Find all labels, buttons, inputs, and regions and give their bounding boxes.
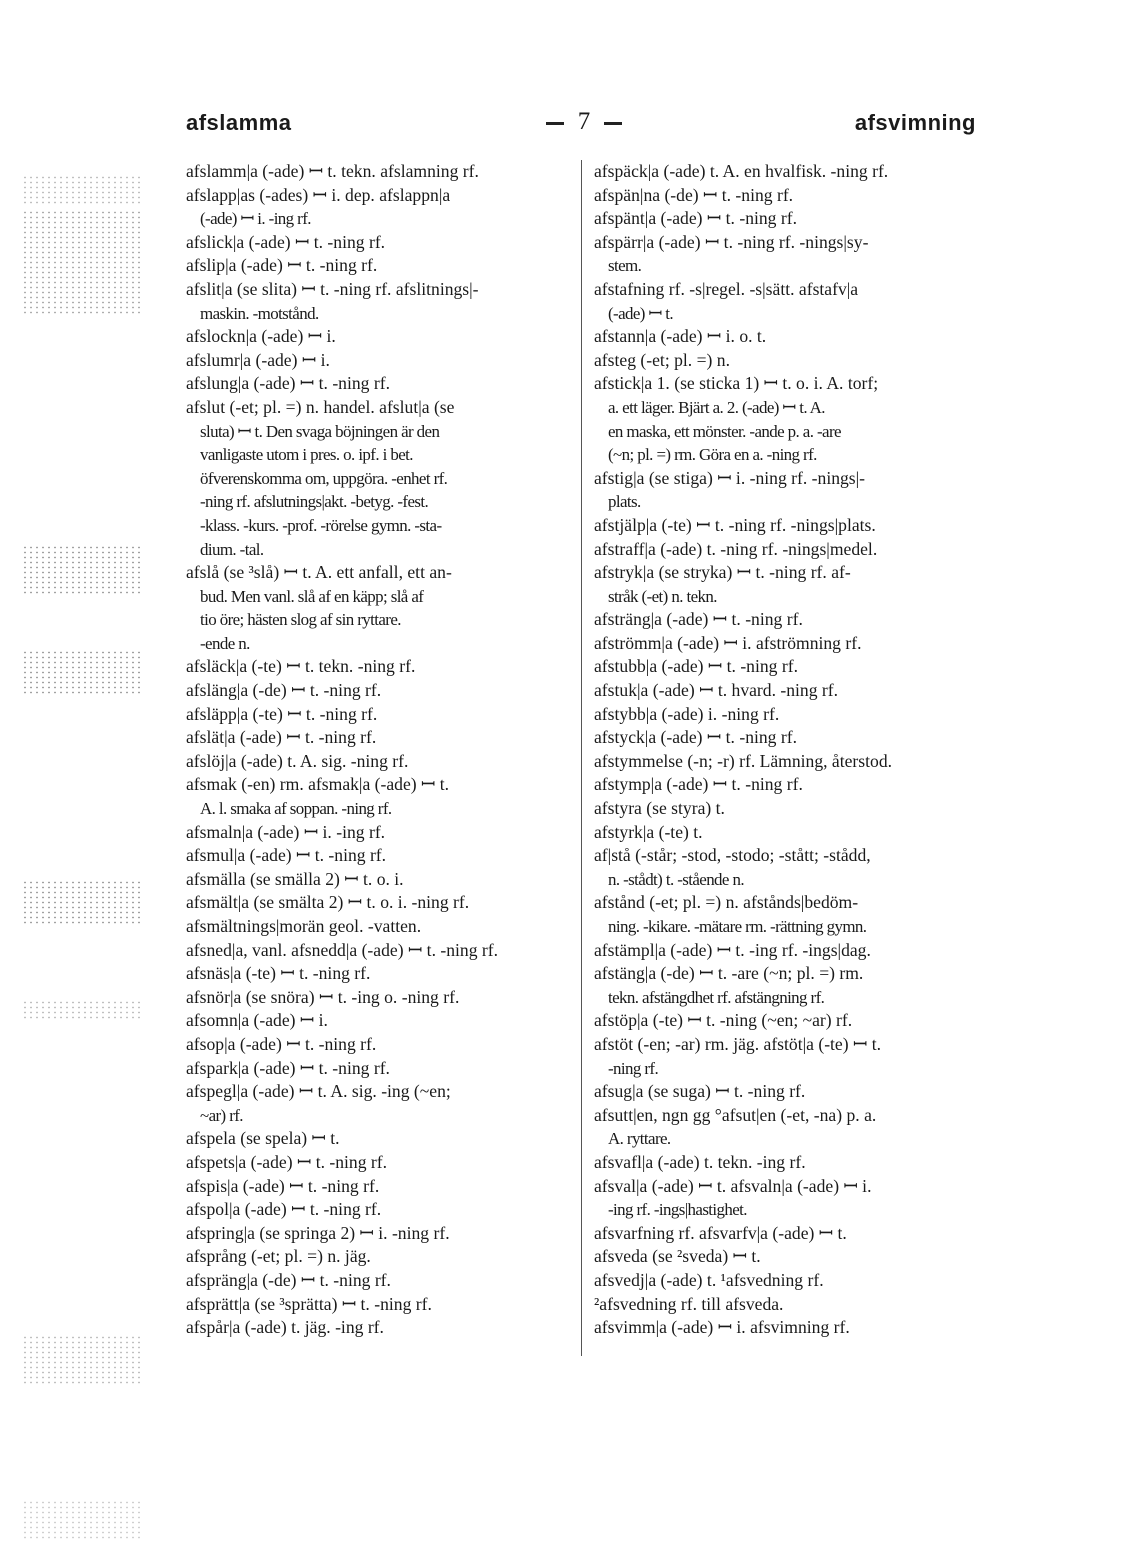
dictionary-line: afstuk|a (-ade) ꟷ t. hvard. -ning rf.: [594, 680, 839, 701]
dictionary-line: afslamm|a (-ade) ꟷ t. tekn. afslamning rf.: [186, 161, 479, 181]
dictionary-line: afstig|a (se stiga) ꟷ i. -ning rf. -nings|-: [594, 467, 866, 488]
dictionary-line: afspräng|a (-de) ꟷ t. -ning rf.: [186, 1269, 391, 1290]
dictionary-line: tio öre; hästen slog af sin ryttare.: [200, 610, 401, 630]
dictionary-line: A. l. smaka af soppan. -ning rf.: [200, 799, 392, 819]
dictionary-line: afstöp|a (-te) ꟷ t. -ning (~en; ~ar) rf.: [594, 1010, 853, 1031]
dictionary-line: öfverenskomma om, uppgöra. -enhet rf.: [200, 468, 448, 488]
dictionary-line: afslät|a (-ade) ꟷ t. -ning rf.: [186, 727, 377, 748]
dictionary-line: -ende n.: [200, 633, 250, 653]
dictionary-line: vanligaste utom i pres. o. ipf. i bet.: [200, 445, 413, 465]
dictionary-line: afspän|na (-de) ꟷ t. -ning rf.: [594, 184, 794, 205]
dictionary-line: afspets|a (-ade) ꟷ t. -ning rf.: [186, 1151, 388, 1172]
column-divider: [581, 160, 582, 1356]
margin-bleed-through: [0, 0, 150, 1556]
dictionary-line: afslöj|a (-ade) t. A. sig. -ning rf.: [186, 750, 409, 771]
dictionary-line: afstämpl|a (-ade) ꟷ t. -ing rf. -ings|dag.: [594, 939, 871, 960]
speck-block: [22, 545, 140, 595]
dictionary-line: afslockn|a (-ade) ꟷ i.: [186, 326, 336, 347]
dictionary-line: afsutt|en, ngn gg °afsut|en (-et, -na) p. a.: [594, 1104, 877, 1125]
dictionary-line: ²afsvedning rf. till afsveda.: [594, 1293, 784, 1314]
dictionary-line: afsvafl|a (-ade) t. tekn. -ing rf.: [594, 1151, 806, 1172]
dictionary-line: afsläck|a (-te) ꟷ t. tekn. -ning rf.: [186, 656, 416, 677]
dictionary-line: n. -stådt) t. -stående n.: [608, 869, 744, 889]
dictionary-line: -ning rf.: [608, 1058, 659, 1078]
dictionary-line: afspäck|a (-ade) t. A. en hvalfisk. -ning rf.: [594, 161, 889, 181]
dictionary-line: afspår|a (-ade) t. jäg. -ing rf.: [186, 1317, 384, 1338]
dictionary-line: af|stå (-står; -stod, -stodo; -stått; -stådd,: [594, 845, 871, 866]
dictionary-line: afstick|a 1. (se sticka 1) ꟷ t. o. i. A. torf;: [594, 373, 879, 394]
dictionary-line: afsprätt|a (se ³sprätta) ꟷ t. -ning rf.: [186, 1293, 432, 1314]
dictionary-line: afsmul|a (-ade) ꟷ t. -ning rf.: [186, 845, 387, 866]
dictionary-line: A. ryttare.: [608, 1129, 671, 1149]
dictionary-line: afsprång (-et; pl. =) n. jäg.: [186, 1246, 371, 1267]
dictionary-line: dium. -tal.: [200, 539, 264, 559]
dictionary-line: afstybb|a (-ade) i. -ning rf.: [594, 703, 780, 724]
page-header: [186, 110, 976, 146]
dictionary-line: afspänt|a (-ade) ꟷ t. -ning rf.: [594, 208, 797, 229]
dictionary-line: afsnäs|a (-te) ꟷ t. -ning rf.: [186, 963, 371, 984]
dictionary-line: bud. Men vanl. slå af en käpp; slå af: [200, 586, 424, 606]
dictionary-line: afspark|a (-ade) ꟷ t. -ning rf.: [186, 1057, 390, 1078]
dictionary-line: a. ett läger. Bjärt a. 2. (-ade) ꟷ t. A.: [608, 397, 825, 417]
dictionary-line: afsvimm|a (-ade) ꟷ i. afsvimning rf.: [594, 1317, 850, 1338]
dictionary-line: sluta) ꟷ t. Den svaga böjningen är den: [200, 421, 440, 441]
speck-block: [22, 880, 140, 925]
speck-block: [22, 1335, 140, 1385]
dictionary-line: afslip|a (-ade) ꟷ t. -ning rf.: [186, 255, 378, 276]
page-number: [524, 108, 644, 136]
dictionary-line: afslung|a (-ade) ꟷ t. -ning rf.: [186, 373, 390, 394]
dictionary-line: afslut (-et; pl. =) n. handel. afslut|a (se: [186, 396, 455, 417]
dictionary-line: plats.: [608, 492, 641, 512]
dictionary-line: afsnör|a (se snöra) ꟷ t. -ing o. -ning rf.: [186, 986, 460, 1007]
dictionary-line: (-ade) ꟷ i. -ing rf.: [200, 209, 311, 229]
speck-block: [22, 175, 140, 205]
dictionary-line: afsveda (se ²sveda) ꟷ t.: [594, 1246, 761, 1267]
dictionary-line: ning. -kikare. -mätare rm. -rättning gymn.: [608, 917, 867, 936]
left-column: [186, 160, 568, 1340]
dictionary-line: stråk (-et) n. tekn.: [608, 586, 717, 606]
dictionary-line: afstryk|a (se stryka) ꟷ t. -ning rf. af-: [594, 562, 851, 583]
dictionary-line: maskin. -motstånd.: [200, 303, 319, 323]
dictionary-line: tekn. afstängdhet rf. afstängning rf.: [608, 987, 825, 1007]
dictionary-line: afsläpp|a (-te) ꟷ t. -ning rf.: [186, 703, 378, 724]
dictionary-line: -klass. -kurs. -prof. -rörelse gymn. -sta-: [200, 515, 442, 535]
dictionary-line: afstyck|a (-ade) ꟷ t. -ning rf.: [594, 727, 797, 748]
dictionary-line: afspol|a (-ade) ꟷ t. -ning rf.: [186, 1199, 382, 1220]
dictionary-line: afslå (se ³slå) ꟷ t. A. ett anfall, ett an-: [186, 562, 452, 583]
dictionary-line: ~ar) rf.: [200, 1105, 243, 1125]
dictionary-line: -ing rf. -ings|hastighet.: [608, 1200, 747, 1220]
dictionary-line: afstubb|a (-ade) ꟷ t. -ning rf.: [594, 656, 798, 677]
dictionary-line: stem.: [608, 256, 642, 276]
dictionary-line: afsmak (-en) rm. afsmak|a (-ade) ꟷ t.: [186, 774, 450, 795]
dictionary-line: afspärr|a (-ade) ꟷ t. -ning rf. -nings|sy-: [594, 231, 869, 252]
dictionary-line: afsop|a (-ade) ꟷ t. -ning rf.: [186, 1033, 377, 1054]
dash-left: [546, 122, 564, 125]
dictionary-line: afsug|a (se suga) ꟷ t. -ning rf.: [594, 1081, 806, 1102]
speck-block: [22, 1500, 140, 1540]
dictionary-line: afsvarfning rf. afsvarfv|a (-ade) ꟷ t.: [594, 1222, 847, 1243]
page-number-value: 7: [577, 108, 591, 135]
speck-block: [22, 650, 140, 695]
dictionary-line: afstafning rf. -s|regel. -s|sätt. afstafv|a: [594, 278, 859, 299]
dictionary-line: afstjälp|a (-te) ꟷ t. -ning rf. -nings|plats.: [594, 514, 876, 535]
dictionary-line: afströmm|a (-ade) ꟷ i. afströmning rf.: [594, 632, 862, 653]
dictionary-line: afslapp|as (-ades) ꟷ i. dep. afslappn|a: [186, 184, 451, 205]
dictionary-line: afstymmelse (-n; -r) rf. Lämning, återstod.: [594, 750, 893, 771]
dictionary-line: afslick|a (-ade) ꟷ t. -ning rf.: [186, 231, 386, 252]
dictionary-line: afsval|a (-ade) ꟷ t. afsvaln|a (-ade) ꟷ i.: [594, 1175, 872, 1196]
right-column: [594, 160, 982, 1340]
dictionary-line: afslumr|a (-ade) ꟷ i.: [186, 349, 330, 370]
dictionary-line: afspegl|a (-ade) ꟷ t. A. sig. -ing (~en;: [186, 1081, 451, 1102]
dictionary-line: afstann|a (-ade) ꟷ i. o. t.: [594, 326, 767, 347]
dictionary-line: afsmälla (se smälla 2) ꟷ t. o. i.: [186, 868, 404, 889]
speck-block: [22, 1000, 140, 1020]
dash-right: [604, 122, 622, 125]
dictionary-line: afsteg (-et; pl. =) n.: [594, 349, 730, 370]
dictionary-line: afstånd (-et; pl. =) n. afstånds|bedöm-: [594, 892, 859, 913]
dictionary-line: afspela (se spela) ꟷ t.: [186, 1128, 340, 1149]
left-guide-word: afslamma: [186, 110, 292, 135]
dictionary-line: afstäng|a (-de) ꟷ t. -are (~n; pl. =) rm.: [594, 963, 864, 984]
dictionary-line: afslit|a (se slita) ꟷ t. -ning rf. afslitnings|-: [186, 278, 479, 299]
dictionary-line: afstraff|a (-ade) t. -ning rf. -nings|medel.: [594, 538, 878, 559]
dictionary-line: afstyrk|a (-te) t.: [594, 821, 703, 842]
dictionary-line: afsträng|a (-ade) ꟷ t. -ning rf.: [594, 609, 803, 630]
dictionary-line: -ning rf. afslutnings|akt. -betyg. -fest.: [200, 492, 429, 512]
dictionary-line: afsvedj|a (-ade) t. ¹afsvedning rf.: [594, 1269, 824, 1290]
dictionary-line: afsomn|a (-ade) ꟷ i.: [186, 1010, 328, 1031]
dictionary-line: afstymp|a (-ade) ꟷ t. -ning rf.: [594, 774, 803, 795]
dictionary-line: afsläng|a (-de) ꟷ t. -ning rf.: [186, 680, 382, 701]
right-guide-word: afsvimning: [854, 110, 976, 135]
speck-block: [22, 210, 140, 315]
dictionary-line: afsmaln|a (-ade) ꟷ i. -ing rf.: [186, 821, 386, 842]
dictionary-line: (-ade) ꟷ t.: [608, 303, 674, 323]
dictionary-line: afsmältnings|morän geol. -vatten.: [186, 916, 422, 936]
dictionary-line: afsned|a, vanl. afsnedd|a (-ade) ꟷ t. -ning rf.: [186, 939, 499, 960]
dictionary-line: en maska, ett mönster. -ande p. a. -are: [608, 421, 841, 441]
dictionary-line: afstöt (-en; -ar) rm. jäg. afstöt|a (-te) ꟷ t.: [594, 1033, 882, 1054]
dictionary-line: (~n; pl. =) rm. Göra en a. -ning rf.: [608, 445, 817, 465]
dictionary-line: afstyra (se styra) t.: [594, 798, 725, 819]
dictionary-line: afsmält|a (se smälta 2) ꟷ t. o. i. -ning rf.: [186, 892, 470, 913]
dictionary-line: afspring|a (se springa 2) ꟷ i. -ning rf.: [186, 1222, 450, 1243]
dictionary-line: afspis|a (-ade) ꟷ t. -ning rf.: [186, 1175, 380, 1196]
